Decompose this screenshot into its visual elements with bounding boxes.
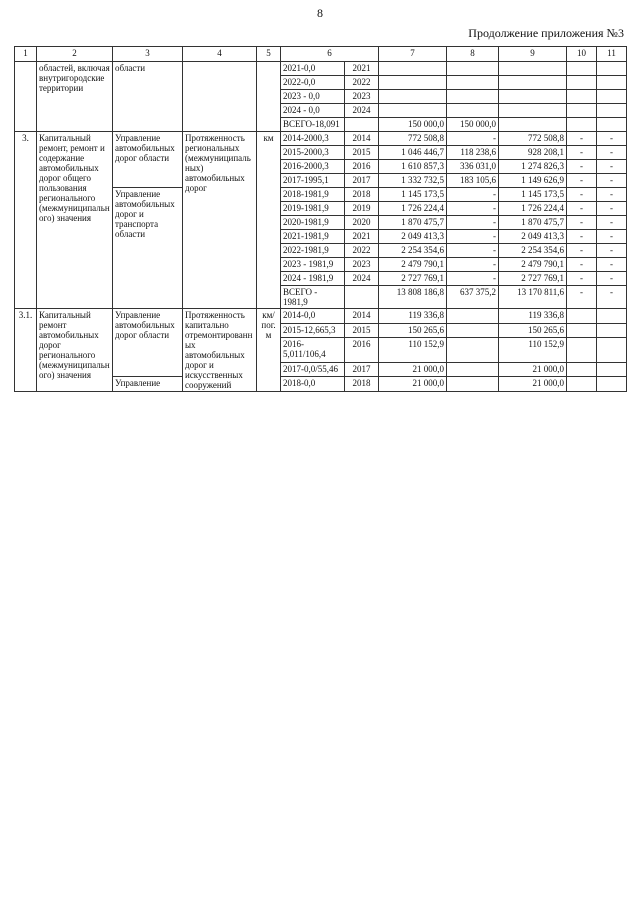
responsible-executor: Управление [113,377,183,392]
total-cell: 2 479 790,1 [379,258,447,272]
federal-cell: 150 000,0 [447,118,499,132]
responsible-executor: Управление автомобильных дорог области [113,309,183,377]
total-cell: 21 000,0 [379,377,447,392]
indicator-value: 2016-5,011/106,4 [281,338,345,362]
federal-cell: - [447,244,499,258]
regional-cell: 13 170 811,6 [499,286,567,309]
year-cell: 2022 [345,76,379,90]
federal-cell: - [447,272,499,286]
regional-cell: 2 254 354,6 [499,244,567,258]
total-cell: 119 336,8 [379,309,447,324]
indicator-value: ВСЕГО - 1981,9 [281,286,345,309]
other-cell: - [597,272,627,286]
row-number [15,62,37,132]
local-cell: - [567,146,597,160]
year-cell [345,118,379,132]
col-header-10: 10 [567,47,597,62]
federal-cell: - [447,216,499,230]
year-cell: 2021 [345,62,379,76]
indicator-name [183,62,257,132]
regional-cell: 21 000,0 [499,362,567,377]
program-table [14,46,627,392]
continuation-label: Продолжение приложения №3 [468,26,624,40]
header-row [15,47,627,62]
indicator-value: 2022-1981,9 [281,244,345,258]
regional-cell: 110 152,9 [499,338,567,362]
table-row [15,132,627,146]
total-cell: 13 808 186,8 [379,286,447,309]
indicator-value: 2024 - 0,0 [281,104,345,118]
indicator-value: 2024 - 1981,9 [281,272,345,286]
year-cell: 2018 [345,377,379,392]
total-cell: 1 145 173,5 [379,188,447,202]
year-cell: 2018 [345,188,379,202]
federal-cell: 183 105,6 [447,174,499,188]
indicator-value: 2014-0,0 [281,309,345,324]
year-cell: 2021 [345,230,379,244]
indicator-value: 2017-1995,1 [281,174,345,188]
regional-cell: 2 049 413,3 [499,230,567,244]
total-cell: 1 610 857,3 [379,160,447,174]
program-table-container [14,46,626,392]
responsible-executor: Управление автомобильных дорог и транспорта области [113,188,183,309]
row-number: 3.1. [15,309,37,392]
year-cell: 2014 [345,132,379,146]
responsible-executor: области [113,62,183,132]
local-cell: - [567,286,597,309]
federal-cell [447,62,499,76]
local-cell: - [567,132,597,146]
other-cell: - [597,202,627,216]
year-cell: 2017 [345,174,379,188]
year-cell: 2019 [345,202,379,216]
table-row [15,62,627,76]
other-cell: - [597,258,627,272]
col-header-11: 11 [597,47,627,62]
indicator-value: 2018-0,0 [281,377,345,392]
activity-name: Капитальный ремонт автомобильных дорог регионального (межмуниципального) значения [37,309,113,392]
year-cell: 2016 [345,160,379,174]
year-cell: 2024 [345,104,379,118]
federal-cell: - [447,230,499,244]
other-cell: - [597,174,627,188]
federal-cell: 637 375,2 [447,286,499,309]
regional-cell: 1 274 826,3 [499,160,567,174]
indicator-name: Протяженность капитально отремонтированных автомобильных дорог и искусственных сооружений [183,309,257,392]
local-cell: - [567,258,597,272]
local-cell: - [567,230,597,244]
col-header-7: 7 [379,47,447,62]
total-cell: 2 049 413,3 [379,230,447,244]
indicator-value: 2022-0,0 [281,76,345,90]
total-cell: 1 870 475,7 [379,216,447,230]
local-cell: - [567,216,597,230]
federal-cell: - [447,258,499,272]
year-cell: 2024 [345,272,379,286]
indicator-value: 2018-1981,9 [281,188,345,202]
indicator-value: 2023 - 1981,9 [281,258,345,272]
unit: км/пог. м [257,309,281,392]
regional-cell: 21 000,0 [499,377,567,392]
indicator-value: 2016-2000,3 [281,160,345,174]
total-cell: 150 265,6 [379,323,447,338]
other-cell: - [597,132,627,146]
other-cell: - [597,188,627,202]
indicator-value: 2020-1981,9 [281,216,345,230]
unit [257,62,281,132]
federal-cell: - [447,132,499,146]
local-cell: - [567,202,597,216]
total-cell: 2 254 354,6 [379,244,447,258]
indicator-value: ВСЕГО-18,091 [281,118,345,132]
year-cell: 2023 [345,258,379,272]
indicator-value: 2023 - 0,0 [281,90,345,104]
local-cell: - [567,188,597,202]
year-cell: 2015 [345,146,379,160]
total-cell: 150 000,0 [379,118,447,132]
regional-cell: 1 145 173,5 [499,188,567,202]
col-header-6: 6 [281,47,379,62]
indicator-value: 2019-1981,9 [281,202,345,216]
year-cell: 2016 [345,338,379,362]
regional-cell: 150 265,6 [499,323,567,338]
federal-cell [447,309,499,324]
activity-name: областей, включая внутригородские территории [37,62,113,132]
other-cell: - [597,286,627,309]
total-cell: 2 727 769,1 [379,272,447,286]
total-cell: 772 508,8 [379,132,447,146]
col-header-2: 2 [37,47,113,62]
other-cell: - [597,230,627,244]
col-header-4: 4 [183,47,257,62]
page-number: 8 [317,6,323,20]
total-cell: 110 152,9 [379,338,447,362]
indicator-value: 2021-0,0 [281,62,345,76]
regional-cell: 119 336,8 [499,309,567,324]
col-header-1: 1 [15,47,37,62]
regional-cell: 2 479 790,1 [499,258,567,272]
local-cell [567,62,597,76]
indicator-value: 2015-2000,3 [281,146,345,160]
local-cell: - [567,160,597,174]
total-cell: 21 000,0 [379,362,447,377]
local-cell: - [567,244,597,258]
regional-cell: 772 508,8 [499,132,567,146]
col-header-5: 5 [257,47,281,62]
unit: км [257,132,281,309]
regional-cell: 2 727 769,1 [499,272,567,286]
indicator-value: 2014-2000,3 [281,132,345,146]
other-cell: - [597,216,627,230]
row-number: 3. [15,132,37,309]
indicator-value: 2021-1981,9 [281,230,345,244]
other-cell: - [597,244,627,258]
indicator-value: 2017-0,0/55,46 [281,362,345,377]
indicator-value: 2015-12,665,3 [281,323,345,338]
year-cell: 2020 [345,216,379,230]
total-cell: 1 046 446,7 [379,146,447,160]
col-header-3: 3 [113,47,183,62]
federal-cell: - [447,188,499,202]
other-cell [597,62,627,76]
federal-cell: 118 238,6 [447,146,499,160]
other-cell: - [597,160,627,174]
responsible-executor: Управление автомобильных дорог области [113,132,183,188]
local-cell: - [567,174,597,188]
total-cell: 1 726 224,4 [379,202,447,216]
indicator-name: Протяженность региональных (межмуниципальных) автомобильных дорог [183,132,257,309]
regional-cell: 1 149 626,9 [499,174,567,188]
total-cell [379,62,447,76]
local-cell: - [567,272,597,286]
federal-cell: - [447,202,499,216]
col-header-8: 8 [447,47,499,62]
regional-cell: 1 726 224,4 [499,202,567,216]
year-cell: 2017 [345,362,379,377]
regional-cell [499,62,567,76]
federal-cell: 336 031,0 [447,160,499,174]
total-cell: 1 332 732,5 [379,174,447,188]
regional-cell: 928 208,1 [499,146,567,160]
year-cell [345,286,379,309]
activity-name: Капитальный ремонт, ремонт и содержание автомобильных дорог общего пользования регионального (межмуниципального) значения [37,132,113,309]
year-cell: 2015 [345,323,379,338]
year-cell: 2023 [345,90,379,104]
other-cell: - [597,146,627,160]
year-cell: 2014 [345,309,379,324]
regional-cell: 1 870 475,7 [499,216,567,230]
table-row [15,309,627,324]
year-cell: 2022 [345,244,379,258]
col-header-9: 9 [499,47,567,62]
